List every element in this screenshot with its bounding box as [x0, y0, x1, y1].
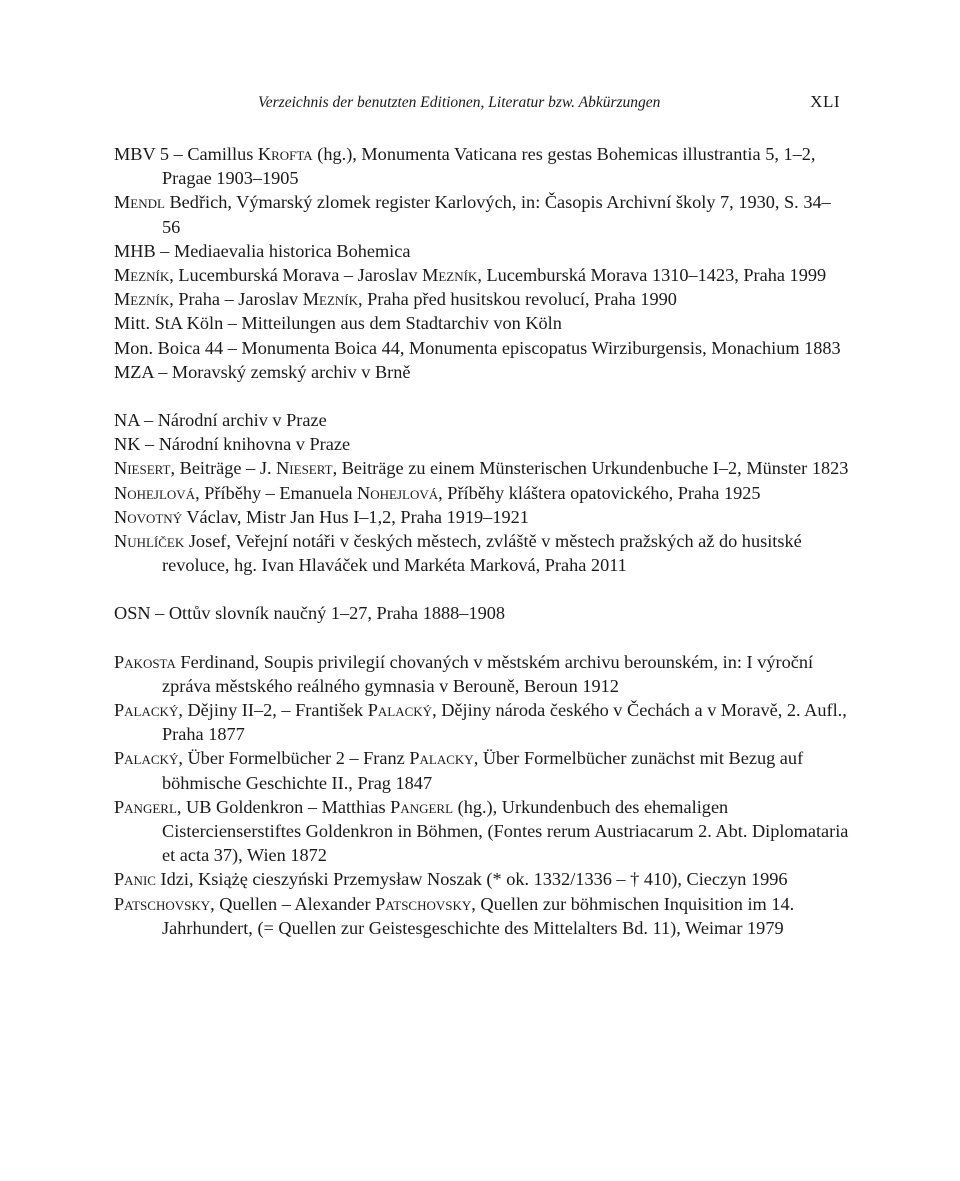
entry-author: Patschovsky	[375, 893, 472, 914]
entry-key: Pakosta	[114, 651, 176, 672]
list-item	[114, 311, 849, 335]
entry-rest: , Praha – Jaroslav	[169, 289, 303, 310]
entry-key: Mon. Boica 44	[114, 337, 224, 358]
list-item	[114, 601, 849, 625]
group-spacer	[114, 577, 849, 601]
list-item	[114, 408, 849, 432]
list-item	[114, 142, 849, 190]
list-item	[114, 190, 849, 238]
list-item	[114, 239, 849, 263]
running-header	[0, 92, 960, 118]
entry-rest: , UB Goldenkron – Matthias	[176, 796, 391, 817]
entry-key: MHB	[114, 240, 156, 261]
entry-text: , Quellen zur böhmischen Inquisition im 14. Jahrhundert, (= Quellen zur Geistesgeschichte des Mittelalters Bd. 11), Weimar 1979	[162, 893, 795, 938]
entry-key: Pangerl	[114, 796, 177, 817]
entry-key: OSN	[114, 603, 151, 624]
entry-author: Mezník	[302, 289, 359, 310]
letter-group-p	[114, 650, 849, 940]
entry-key: Mendl	[114, 192, 165, 213]
entry-key: Panic	[114, 869, 156, 890]
list-item	[114, 529, 849, 577]
entry-rest: , Lucemburská Morava – Jaroslav	[169, 265, 423, 286]
entry-key: MBV 5	[114, 144, 170, 164]
entry-text: Josef, Veřejní notáři v českých městech, zvláště v městech pražských až do husitské revoluce, hg. Ivan Hlaváček und Markéta Marková, Praha 2011	[162, 531, 802, 576]
entry-rest: – Camillus	[169, 144, 258, 164]
entry-text: Václav, Mistr Jan Hus I–1,2, Praha 1919–1921	[182, 506, 529, 527]
list-item	[114, 650, 849, 698]
entry-key: MZA	[114, 361, 154, 382]
running-title: Verzeichnis der benutzten Editionen, Literatur bzw. Abkürzungen	[258, 94, 661, 111]
entry-text: – Moravský zemský archiv v Brně	[153, 361, 411, 382]
entry-author: Palacký	[367, 700, 433, 721]
entry-key: Mitt. StA Köln	[114, 313, 224, 334]
entry-key: NK	[114, 434, 141, 455]
entry-author: Palacky	[409, 748, 474, 769]
list-item	[114, 746, 849, 794]
group-spacer	[114, 384, 849, 408]
list-item	[114, 432, 849, 456]
entry-author: Krofta	[257, 144, 313, 164]
entry-rest: , Quellen – Alexander	[210, 893, 376, 914]
entry-text: , Über Formelbücher zunächst mit Bezug auf böhmische Geschichte II., Prag 1847	[162, 748, 804, 793]
entry-text: – Monumenta Boica 44, Monumenta episcopatus Wirziburgensis, Monachium 1883	[223, 337, 841, 358]
list-item	[114, 360, 849, 384]
entry-rest: , Beiträge – J.	[170, 458, 277, 479]
entry-text: Ferdinand, Soupis privilegií chovaných v městském archivu berounském, in: I výroční zpráva městského reálného gymnasia v Berouně, Beroun 1912	[162, 651, 814, 696]
entry-text: (hg.), Monumenta Vaticana res gestas Bohemicas illustrantia 5, 1–2, Pragae 1903–1905	[162, 144, 816, 189]
list-item	[114, 867, 849, 891]
page-number: XLI	[810, 92, 840, 111]
letter-group-n	[114, 408, 849, 577]
entry-rest: , Příběhy – Emanuela	[195, 482, 358, 503]
entry-text: , Lucemburská Morava 1310–1423, Praha 1999	[477, 265, 827, 286]
entry-author: Pangerl	[390, 796, 454, 817]
entry-key: NA	[114, 410, 140, 431]
list-item	[114, 287, 849, 311]
entry-key: Patschovsky	[114, 893, 211, 914]
entry-rest: , Über Formelbücher 2 – Franz	[178, 748, 410, 769]
letter-group-m	[114, 142, 849, 384]
entry-text: , Praha před husitskou revolucí, Praha 1990	[358, 289, 677, 310]
list-item	[114, 698, 849, 746]
list-item	[114, 892, 849, 940]
list-item	[114, 456, 849, 480]
list-item	[114, 481, 849, 505]
group-spacer	[114, 626, 849, 650]
entry-text: , Dějiny národa českého v Čechách a v Moravě, 2. Aufl., Praha 1877	[162, 700, 847, 745]
entry-key: Mezník	[114, 289, 170, 310]
list-item	[114, 795, 849, 868]
entry-key: Niesert	[114, 458, 171, 479]
letter-group-o	[114, 601, 849, 625]
entry-text: , Příběhy kláštera opatovického, Praha 1925	[438, 482, 761, 503]
entry-text: – Národní archiv v Praze	[139, 410, 327, 431]
entry-key: Nuhlíček	[114, 531, 185, 552]
entry-text: – Ottův slovník naučný 1–27, Praha 1888–1908	[150, 603, 506, 624]
entry-key: Novotný	[114, 506, 183, 527]
entry-text: Idzi, Książę cieszyński Przemysław Noszak (* ok. 1332/1336 – † 410), Cieczyn 1996	[155, 869, 788, 890]
entry-author: Mezník	[422, 265, 478, 286]
entry-key: Nohejlová	[114, 482, 196, 503]
entry-text: – Národní knihovna v Praze	[140, 434, 351, 455]
entry-author: Niesert	[276, 458, 333, 479]
entry-text: Bedřich, Výmarský zlomek register Karlových, in: Časopis Archivní školy 7, 1930, S. 34–56	[162, 192, 831, 237]
entry-key: Palacký	[114, 700, 179, 721]
entry-rest: , Dějiny II–2, – František	[178, 700, 368, 721]
entry-key: Palacký	[114, 748, 179, 769]
entry-text: , Beiträge zu einem Münsterischen Urkundenbuche I–2, Münster 1823	[332, 458, 849, 479]
entry-author: Nohejlová	[357, 482, 439, 503]
abbreviation-list	[114, 142, 849, 940]
list-item	[114, 505, 849, 529]
entry-key: Mezník	[114, 265, 170, 286]
list-item	[114, 336, 849, 360]
entry-text: – Mitteilungen aus dem Stadtarchiv von Köln	[223, 313, 562, 334]
list-item	[114, 263, 849, 287]
entry-text: (hg.), Urkundenbuch des ehemaligen Cistercienserstiftes Goldenkron in Böhmen, (Fontes rerum Austriacarum 2. Abt. Diplomataria et acta 37), Wien 1872	[162, 796, 849, 866]
entry-text: – Mediaevalia historica Bohemica	[155, 240, 411, 261]
